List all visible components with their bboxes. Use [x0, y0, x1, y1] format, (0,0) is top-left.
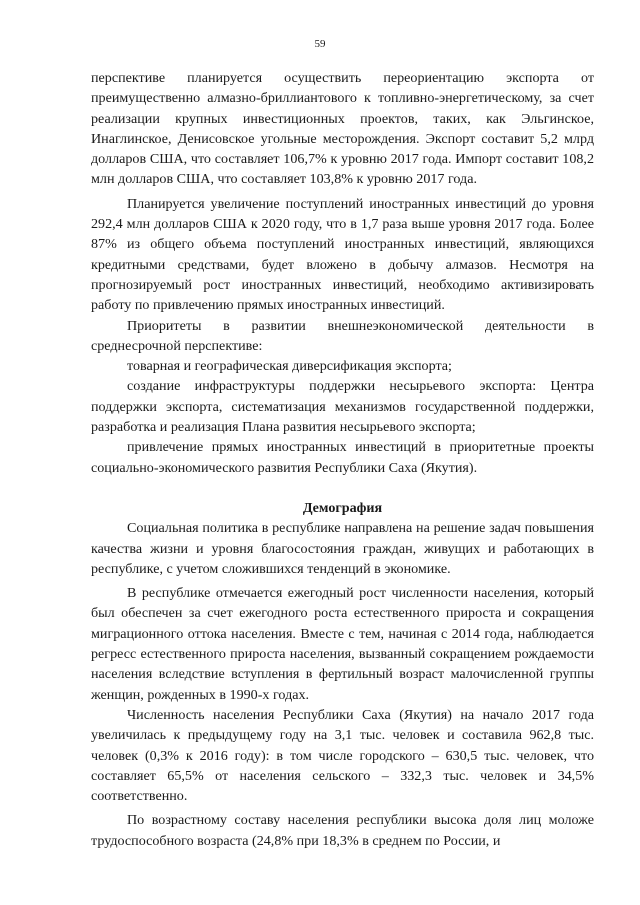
paragraph-population-2017: Численность населения Республики Саха (Якутия) на начало 2017 года увеличилась к предыдущему году на 3,1 тыс. человек и составила 962,8 тыс. человек (0,3% к 2016 году): в том числе городского – 630,5 тыс. человек, что составляет 65,5% от населения сельского – 332,3 тыс. человек и 34,5% соответственно.	[91, 706, 594, 805]
list-item-priority-infrastructure: создание инфраструктуры поддержки несырьевого экспорта: Центра поддержки экспорта, систематизация механизмов государственной поддержки, разработка и реализация Плана развития несырьевого экспорта;	[91, 378, 594, 436]
list-item-priority-investment: привлечение прямых иностранных инвестиций в приоритетные проекты социально-экономического развития Республики Саха (Якутия).	[91, 439, 594, 476]
paragraph-export-outlook: перспективе планируется осуществить переориентацию экспорта от преимущественно алмазно-бриллиантового к топливно-энергетическому, за счет реализации крупных инвестиционных проектов, таких, как Эльгинское, Инаглинское, Денисовское угольные месторождения. Экспорт составит 5,2 млрд долларов США, что составляет 106,7% к уровню 2017 года. Импорт составит 108,2 млн долларов США, что составляет 103,8% к уровню 2017 года.	[91, 70, 594, 188]
paragraph-population-growth: В республике отмечается ежегодный рост численности населения, который был обеспечен за счет ежегодного роста естественного прироста и сокращения миграционного оттока населения. Вместе с тем, начиная с 2014 года, наблюдается регресс естественного прироста населения, вызванный сокращением рождаемости населения вследствие вступления в фертильный возраст малочисленной группы женщин, рожденных в 1990-х годах.	[91, 585, 594, 703]
document-body	[91, 68, 594, 851]
list-item-priority-diversification: товарная и географическая диверсификация экспорта;	[127, 358, 452, 375]
paragraph-priorities-intro: Приоритеты в развитии внешнеэкономической деятельности в среднесрочной перспективе:	[91, 317, 594, 354]
section-heading-demography: Демография	[302, 499, 383, 516]
paragraph-age-structure: По возрастному составу населения республики высока доля лиц моложе трудоспособного возраста (24,8% при 18,3% в среднем по России, и	[91, 812, 594, 849]
paragraph-social-policy: Социальная политика в республике направлена на решение задач повышения качества жизни и уровня благосостояния граждан, живущих и работающих в республике, с учетом сложившихся тенденций в экономике.	[91, 520, 594, 577]
paragraph-foreign-investment: Планируется увеличение поступлений иностранных инвестиций до уровня 292,4 млн долларов США к 2020 году, что в 1,7 раза выше уровня 2017 года. Более 87% из общего объема поступлений иностранных инвестиций, являющихся кредитными средствами, будет вложено в добычу алмазов. Несмотря на прогнозируемый рост иностранных инвестиций, необходимо активизировать работу по привлечению прямых иностранных инвестиций.	[91, 195, 594, 314]
page-number: 59	[314, 38, 326, 50]
